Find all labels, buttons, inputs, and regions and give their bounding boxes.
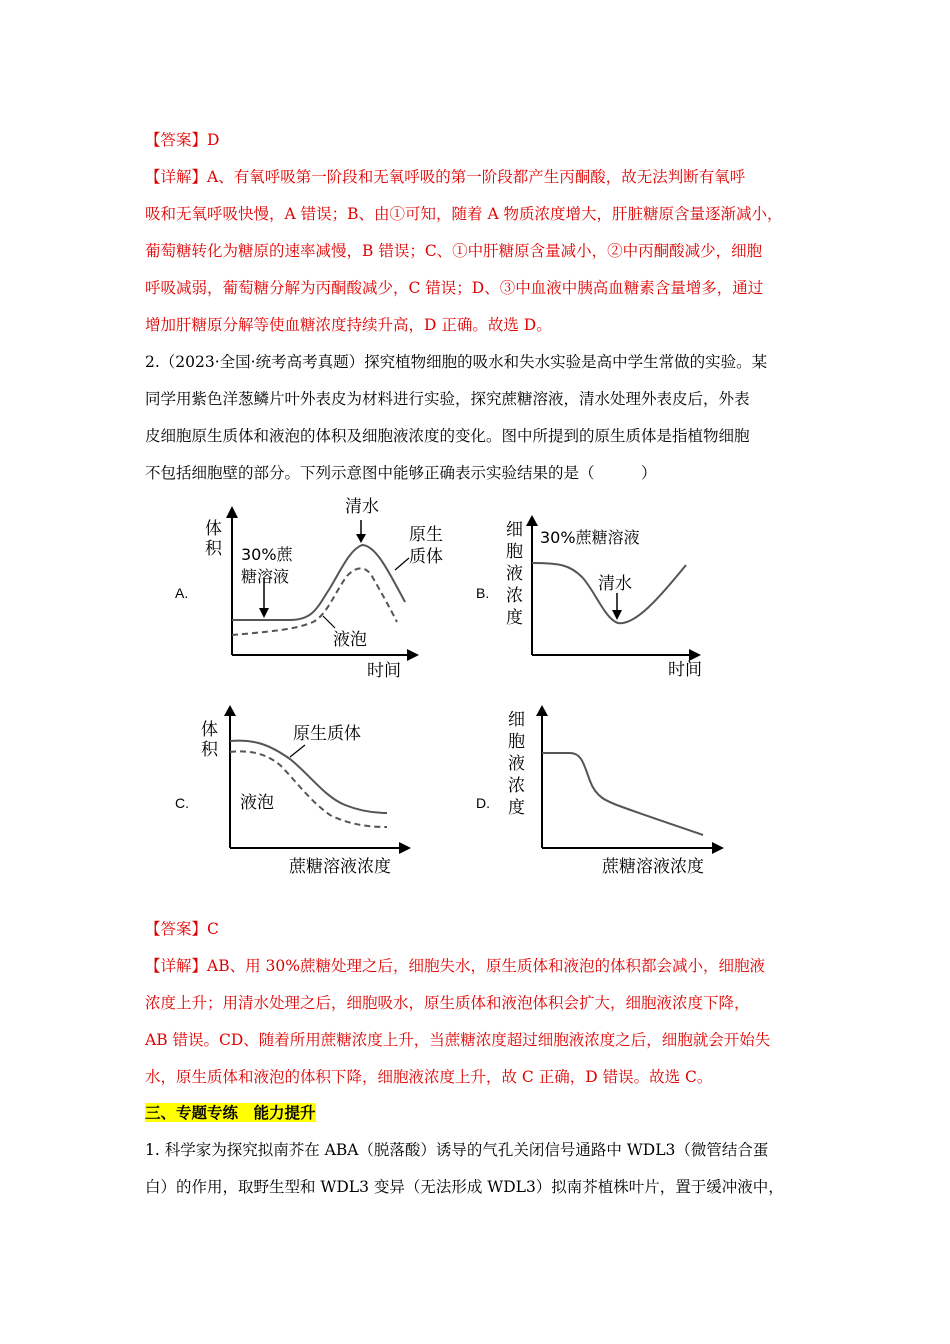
water-arrow-head [356, 534, 366, 543]
protoplast-label-2: 质体 [409, 547, 443, 567]
figure-option-d [500, 705, 740, 885]
answer-line-2 [145, 917, 219, 939]
detail-2-line-1: 【详解】AB、用 30%蔗糖处理之后，细胞失水，原生质体和液泡的体积都会减小，细胞液 [145, 957, 765, 975]
y-label-2: 胞 [506, 542, 523, 562]
y-label-2: 积 [205, 539, 222, 559]
vacuole-curve [230, 751, 387, 827]
option-a-letter: A. [175, 585, 189, 601]
concentration-curve [542, 753, 703, 835]
y-label-2: 胞 [508, 732, 525, 752]
sucrose-label-1: 30%蔗 [241, 545, 293, 564]
x-label: 蔗糖溶液浓度 [289, 857, 391, 877]
x-axis-arrow [399, 842, 411, 854]
y-label-4: 浓 [506, 586, 523, 606]
detail-2-line-4: 水，原生质体和液泡的体积下降，细胞液浓度上升，故 C 正确，D 错误。故选 C。 [145, 1068, 713, 1086]
y-label-1: 细 [508, 710, 525, 730]
protoplast-pointer [395, 558, 409, 570]
water-label: 清水 [598, 574, 632, 594]
question-2-line-3: 皮细胞原生质体和液泡的体积及细胞液浓度的变化。图中所提到的原生质体是指植物细胞 [145, 427, 750, 445]
y-axis-arrow [526, 515, 538, 526]
detail-label: 【详解】 [145, 168, 208, 186]
detail-1-line-1: 【详解】A、有氧呼吸第一阶段和无氧呼吸的第一阶段都产生丙酮酸，故无法判断有氧呼 [145, 168, 746, 186]
question-2-line-4: 不包括细胞壁的部分。下列示意图中能够正确表示实验结果的是（ ） [145, 464, 657, 482]
answer-label: 【答案】 [145, 920, 208, 938]
question-2-line-1: 2.（2023·全国·统考高考真题）探究植物细胞的吸水和失水实验是高中学生常做的实验。某 [145, 353, 768, 371]
y-axis-arrow [224, 705, 236, 716]
y-axis-arrow [536, 705, 548, 716]
option-c-letter: C. [175, 795, 189, 811]
question-2-line-2: 同学用紫色洋葱鳞片叶外表皮为材料进行实验，探究蔗糖溶液，清水处理外表皮后，外表 [145, 390, 750, 408]
protoplast-label: 原生质体 [293, 724, 361, 744]
option-d-letter: D. [476, 795, 490, 811]
detail-2-line-3: AB 错误。CD、随着所用蔗糖浓度上升，当蔗糖浓度超过细胞液浓度之后，细胞就会开始失 [145, 1031, 771, 1049]
detail-2-line-2: 浓度上升；用清水处理之后，细胞吸水，原生质体和液泡体积会扩大，细胞液浓度下降， [145, 994, 750, 1012]
protoplast-label-1: 原生 [409, 525, 443, 545]
y-label-3: 液 [506, 564, 523, 584]
sucrose-label: 30%蔗糖溶液 [540, 528, 640, 547]
x-axis-arrow [712, 842, 724, 854]
y-axis-arrow [226, 506, 238, 518]
y-label-5: 度 [508, 798, 525, 818]
y-label-2: 积 [201, 740, 218, 760]
detail-1-line-3: 葡萄糖转化为糖原的速率减慢，B 错误；C、①中肝糖原含量减小，②中丙酮酸减少，细胞 [145, 242, 763, 260]
x-label: 时间 [367, 661, 401, 681]
answer-label: 【答案】 [145, 131, 208, 149]
section-heading [145, 1101, 316, 1123]
question-3-line-2: 白）的作用，取野生型和 WDL3 变异（无法形成 WDL3）拟南芥植株叶片，置于缓冲液中， [145, 1178, 784, 1196]
y-label-4: 浓 [508, 776, 525, 796]
y-label-1: 细 [506, 520, 523, 540]
answer-value: C [207, 920, 219, 938]
figure-option-c [195, 705, 425, 885]
sucrose-arrow-head [259, 608, 269, 618]
x-label: 时间 [668, 660, 702, 680]
detail-1-line-5: 增加肝糖原分解等使血糖浓度持续升高，D 正确。故选 D。 [145, 316, 552, 334]
detail-label: 【详解】 [145, 957, 208, 975]
water-arrow-head [612, 610, 622, 620]
y-label-5: 度 [506, 608, 523, 628]
y-label-1: 体 [205, 519, 222, 539]
sucrose-label-2: 糖溶液 [241, 567, 290, 586]
question-3-line-1: 1. 科学家为探究拟南芥在 ABA（脱落酸）诱导的气孔关闭信号通路中 WDL3（微管结合蛋 [145, 1141, 769, 1159]
y-label-3: 液 [508, 754, 525, 774]
figure-option-b [500, 515, 715, 685]
detail-1-line-2: 吸和无氧呼吸快慢，A 错误；B、由①可知，随着 A 物质浓度增大，肝脏糖原含量逐渐减小， [145, 205, 783, 223]
option-b-letter: B. [476, 585, 490, 601]
vacuole-pointer [323, 616, 335, 628]
x-axis-arrow [407, 649, 419, 661]
figure-option-a [195, 490, 443, 685]
vacuole-label: 液泡 [333, 630, 367, 650]
vacuole-label: 液泡 [240, 793, 274, 813]
protoplast-pointer [290, 745, 305, 757]
y-label-1: 体 [201, 720, 218, 740]
answer-value: D [207, 131, 220, 149]
section-heading-text: 三、专题专练 能力提升 [145, 1103, 316, 1122]
water-label: 清水 [345, 497, 379, 517]
x-label: 蔗糖溶液浓度 [602, 857, 704, 877]
answer-line-1 [145, 128, 219, 150]
detail-1-line-4: 呼吸减弱，葡萄糖分解为丙酮酸减少，C 错误；D、③中血液中胰高血糖素含量增多，通过 [145, 279, 764, 297]
